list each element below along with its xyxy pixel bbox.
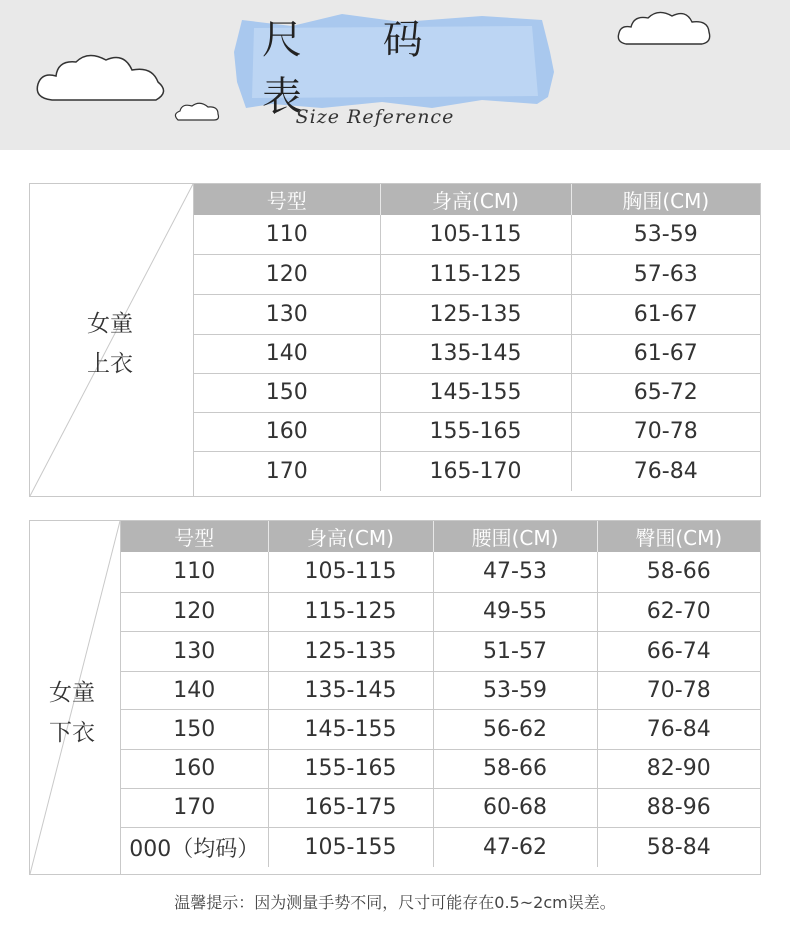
table-cell: 115-125 — [268, 592, 433, 631]
table-row — [194, 412, 760, 451]
side-label-line-1: 女童 — [87, 311, 133, 337]
column-header: 身高(CM) — [268, 521, 433, 552]
table-cell: 155-165 — [268, 749, 433, 788]
table-cell: 160 — [194, 412, 380, 451]
table-cell: 62-70 — [597, 592, 760, 631]
table-cell: 88-96 — [597, 788, 760, 827]
table-cell: 130 — [121, 631, 268, 671]
side-label-line-2: 下衣 — [49, 720, 95, 746]
table-row — [194, 373, 760, 412]
table-cell: 61-67 — [571, 294, 760, 334]
table-cell: 110 — [121, 552, 268, 592]
table-header-row — [194, 184, 760, 215]
table-cell: 47-53 — [433, 552, 597, 592]
table-cell: 105-155 — [268, 827, 433, 867]
side-label-line-2: 上衣 — [87, 351, 133, 377]
table-cell: 58-66 — [433, 749, 597, 788]
table-row — [121, 552, 760, 592]
footer-note: 温馨提示：因为测量手势不同，尺寸可能存在0.5~2cm误差。 — [174, 893, 616, 912]
table-row — [194, 334, 760, 373]
side-label-line-1: 女童 — [49, 680, 95, 706]
table-cell: 76-84 — [571, 451, 760, 491]
table-header-row — [121, 521, 760, 552]
table-cell: 170 — [121, 788, 268, 827]
table-cell: 58-84 — [597, 827, 760, 867]
table-row — [121, 709, 760, 749]
table-cell: 170 — [194, 451, 380, 491]
table-cell: 135-145 — [380, 334, 571, 373]
table-row — [121, 827, 760, 867]
table-cell: 70-78 — [571, 412, 760, 451]
table-cell: 130 — [194, 294, 380, 334]
table-cell: 56-62 — [433, 709, 597, 749]
table-cell: 160 — [121, 749, 268, 788]
cloud-left-small-icon — [172, 100, 222, 124]
table-cell: 51-57 — [433, 631, 597, 671]
table-cell: 145-155 — [380, 373, 571, 412]
table-cell: 53-59 — [633, 221, 698, 247]
table-cell: 115-125 — [380, 254, 571, 294]
bottoms-data-grid — [121, 521, 760, 867]
table-row — [121, 788, 760, 827]
table-cell: 105-115 — [380, 215, 571, 254]
table-cell: 155-165 — [380, 412, 571, 451]
table-cell: 165-170 — [380, 451, 571, 491]
table-cell: 125-135 — [380, 294, 571, 334]
table-cell: 150 — [121, 709, 268, 749]
table-cell: 58-66 — [646, 559, 711, 585]
table-cell: 60-68 — [433, 788, 597, 827]
table-cell: 150 — [194, 373, 380, 412]
column-header: 腰围(CM) — [433, 521, 597, 552]
table-cell: 70-78 — [597, 671, 760, 709]
table-cell: 120 — [194, 254, 380, 294]
table-cell: 110 — [194, 215, 380, 254]
column-header: 号型 — [194, 184, 380, 215]
table-row — [121, 631, 760, 671]
column-header: 臀围(CM) — [597, 521, 760, 552]
side-label-bottoms — [36, 673, 108, 753]
table-row — [194, 451, 760, 491]
table-cell: 49-55 — [433, 592, 597, 631]
side-label-tops — [70, 304, 150, 384]
table-cell: 66-74 — [597, 631, 760, 671]
tops-data-grid — [194, 184, 760, 491]
table-cell: 140 — [194, 334, 380, 373]
column-header: 胸围(CM) — [571, 184, 760, 215]
column-header: 身高(CM) — [380, 184, 571, 215]
cloud-right-icon — [614, 6, 714, 50]
tops-size-table — [29, 183, 761, 497]
table-cell: 120 — [121, 592, 268, 631]
table-cell: 76-84 — [597, 709, 760, 749]
table-cell: 57-63 — [571, 254, 760, 294]
page-title: 尺 码 表 — [262, 17, 457, 120]
table-cell: 145-155 — [268, 709, 433, 749]
table-cell: 165-175 — [268, 788, 433, 827]
bottoms-size-table — [29, 520, 761, 875]
table-row — [194, 294, 760, 334]
table-row — [121, 671, 760, 709]
table-cell: 65-72 — [571, 373, 760, 412]
table-cell: 000（均码） — [121, 827, 268, 867]
table-row — [194, 254, 760, 294]
table-row — [121, 749, 760, 788]
table-cell: 53-59 — [433, 671, 597, 709]
table-cell: 105-115 — [268, 552, 433, 592]
page-subtitle: Size Reference — [295, 106, 455, 128]
header-banner — [0, 0, 790, 150]
cloud-left-large-icon — [32, 48, 172, 108]
table-row — [194, 215, 760, 254]
table-cell: 47-62 — [433, 827, 597, 867]
column-header: 号型 — [121, 521, 268, 552]
table-cell: 135-145 — [268, 671, 433, 709]
table-cell: 82-90 — [597, 749, 760, 788]
table-cell: 61-67 — [571, 334, 760, 373]
table-cell: 140 — [121, 671, 268, 709]
table-row — [121, 592, 760, 631]
table-cell: 125-135 — [268, 631, 433, 671]
